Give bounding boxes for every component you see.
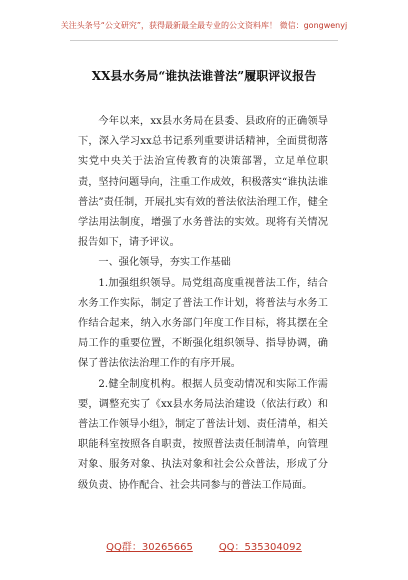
qq-contact-link[interactable]: QQ：535304092 xyxy=(218,542,302,553)
body-paragraph: 今年以来，xx县水务局在县委、县政府的正确领导下，深入学习xx总书记系列重要讲话精神，全面贯彻落实党中央关于法治宣传教育的决策部署，立足单位职责，坚持问题导向，注重工作成效，积极落实“谁执法谁普法”责任制，开展扎实有效的普法依法治理工作，健全学法用法制度，增强了水务普法的实效。现将有关情况报告如下，请予评议。 xyxy=(78,116,328,249)
document-title: XX县水务局“谁执法谁普法”履职评议报告 xyxy=(91,69,317,83)
document-body xyxy=(78,112,328,496)
section-heading: 一、强化领导，夯实工作基础 xyxy=(98,257,231,269)
header-divider xyxy=(70,40,338,41)
qq-group-link[interactable]: QQ群：30265665 xyxy=(106,542,193,553)
footer-contacts xyxy=(0,538,408,553)
body-paragraph: 1.加强组织领导。局党组高度重视普法工作，结合水务工作实际，制定了普法工作计划，将普法与水务工作结合起来，纳入水务部门年度工作目标，将其摆在全局工作的重要位置，不断强化组织领导、指导协调，确保了普法依法治理工作的有序开展。 xyxy=(78,277,328,370)
body-paragraph: 2.健全制度机构。根据人员变动情况和实际工作需要，调整充实了《xx县水务局法治建设（依法行政）和普法工作领导小组》，制定了普法计划、责任清单，相关职能科室按照各自职责，按照普法责任制清单，向管理对象、服务对象、执法对象和社会公众普法，形成了分级负责、协作配合、社会共同参与的普法工作局面。 xyxy=(78,378,328,491)
header-notice: 关注头条号“公文研究”，获得最新最全最专业的公文资料库！ 微信：gongwenyj xyxy=(60,21,348,30)
